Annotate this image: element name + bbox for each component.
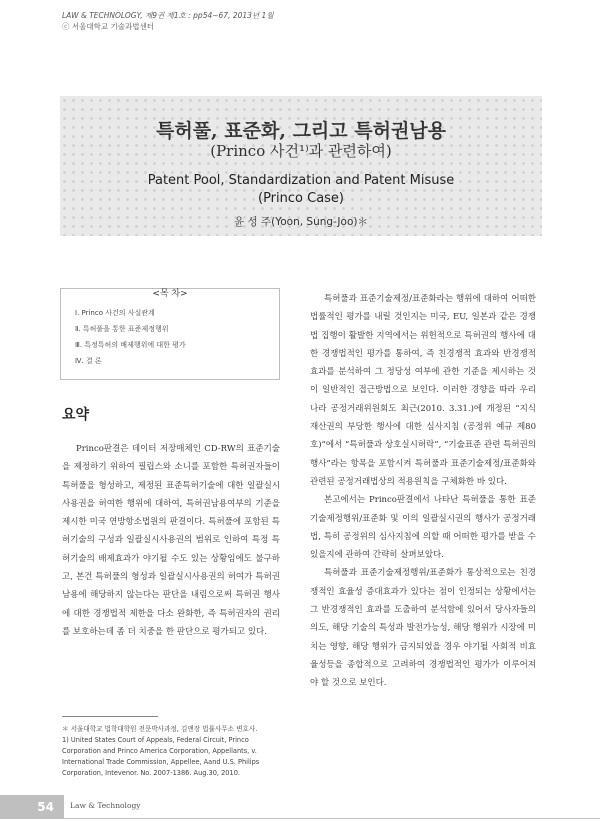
footnote-divider	[62, 716, 158, 717]
author-name: 윤 성 주(Yoon, Sung-Joo)＊	[234, 216, 368, 228]
journal-name: Law & Technology	[70, 801, 141, 810]
toc-item: Ⅲ. 특정특허의 배제행위에 대한 평가	[75, 341, 186, 349]
page-number: 54	[37, 800, 54, 814]
korean-title: 특허풀, 표준화, 그리고 특허권남용	[155, 120, 447, 142]
journal-header	[62, 10, 274, 32]
footnotes	[62, 724, 280, 779]
korean-subtitle: (Princo 사건¹⁾과 관련하여)	[210, 142, 392, 160]
abstract-paragraph: 본고에서는 Princo판결에서 나타난 특허풀을 통한 표준기술제정행위/표준화 및 이의 일괄실시권의 행사가 공정거래법, 특히 공정위의 심사지침에 의할 때 어떠한 평가를 받을 수 있을지에 관하여 간략히 살펴보았다.	[310, 495, 536, 561]
copyright-line: ⓒ 서울대학교 기술과법센터	[62, 22, 154, 31]
toc-item: Ⅳ. 결 론	[75, 357, 102, 365]
table-of-contents	[60, 288, 280, 380]
author-footnote: ＊ 서울대학교 법학대학원 전문박사과정, 김앤장 법률사무소 변호사.	[62, 725, 258, 733]
abstract-paragraph: 특허풀과 표준기술제정행위/표준화가 통상적으로는 친경쟁적인 효율성 증대효과가 있다는 점이 인정되는 상황에서는 그 반경쟁적인 효과를 도출하여 분석함에 있어서 당사자들의 의도, 해당 기술의 특성과 발전가능성, 해당 행위가 시장에 미치는 영향, 해당 행위가 금지되었을 경우 야기될 사회적 비효율성등을 종합적으로 고려하여 경쟁법적인 평가가 이루어져야 할 것으로 보인다.	[310, 568, 536, 689]
toc-item: Ⅰ. Princo 사건의 사실관계	[75, 309, 155, 317]
page-number-box	[0, 795, 64, 819]
case-footnote: 1) United States Court of Appeals, Federal Circuit, Princo Corporation and Princo America Corporation, Appellants, v. International Trade Commission, Appellee, Aand U.S. Philips Corporation, Intevenor. No. 2007-1386. Aug.30, 2010.	[62, 736, 260, 777]
journal-citation: LAW & TECHNOLOGY, 제9권 제1호 : pp54∼67, 2013년 1월	[62, 11, 274, 20]
toc-heading: <목 차>	[146, 289, 193, 299]
toc-heading-wrap	[61, 281, 279, 300]
abstract-right-column	[310, 290, 536, 693]
english-title-line2: (Princo Case)	[258, 191, 344, 206]
toc-list	[75, 305, 186, 369]
abstract-paragraph: 특허풀과 표준기술제정/표준화라는 행위에 대하여 어떠한 법률적인 평가를 내릴 것인지는 미국, EU, 일본과 같은 경쟁법 집행이 활발한 지역에서는 위헌적으로 특허권의 행사에 대한 경쟁법적인 평가를 통하여, 즉 친경쟁적 효과와 반경쟁적 효과를 분석하여 그 정당성 여부에 관한 기준을 제시하는 것이 일반적인 접근방법으로 보인다. 이러한 경향을 따라 우리나라 공정거래위원회도 최근(2010. 3.31.)에 개정된 “지식재산권의 부당한 행사에 대한 심사지침 (공정위 예규 제80호)”에서 “특허풀과 상호실시허락”, “기술표준 관련 특허권의 행사”라는 항목을 포함시켜 특허풀과 표준기술제정/표준화와 관련된 공정거래법상의 적용원칙을 구체화한 바 있다.	[310, 294, 536, 487]
abstract-paragraph: Princo판결은 데이터 저장매체인 CD-RW의 표준기술을 제정하기 위하여 필립스와 소니를 포함한 특허권자들이 특허풀을 형성하고, 제정된 표준특허기술에 대한 일괄실시사용권을 허여한 행위에 대하여, 특허권남용여부의 기준을 제시한 미국 연방항소법원의 판결이다. 특허풀에 포함된 특허기술의 구성과 일괄실시사용권의 범위로 인하여 특정 특허기술의 배제효과가 야기될 수도 있는 상황임에도 불구하고, 본건 특허풀의 형성과 일괄실시사용권의 허여가 특허권남용에 해당하지 않는다는 판단을 내림으로써 특허권 행사에 대한 경쟁법적 제한을 다소 완화한, 즉 특허권자의 권리를 보호하는데 좀 더 치중을 한 판단으로 평가되고 있다.	[62, 444, 280, 637]
toc-item: Ⅱ. 특허풀을 통한 표준제정행위	[75, 325, 169, 333]
abstract-left-column	[62, 440, 280, 641]
summary-heading: 요약	[62, 407, 90, 423]
footer-divider	[64, 818, 600, 819]
english-title-line1: Patent Pool, Standardization and Patent Misuse	[147, 173, 455, 188]
english-title	[60, 172, 542, 208]
